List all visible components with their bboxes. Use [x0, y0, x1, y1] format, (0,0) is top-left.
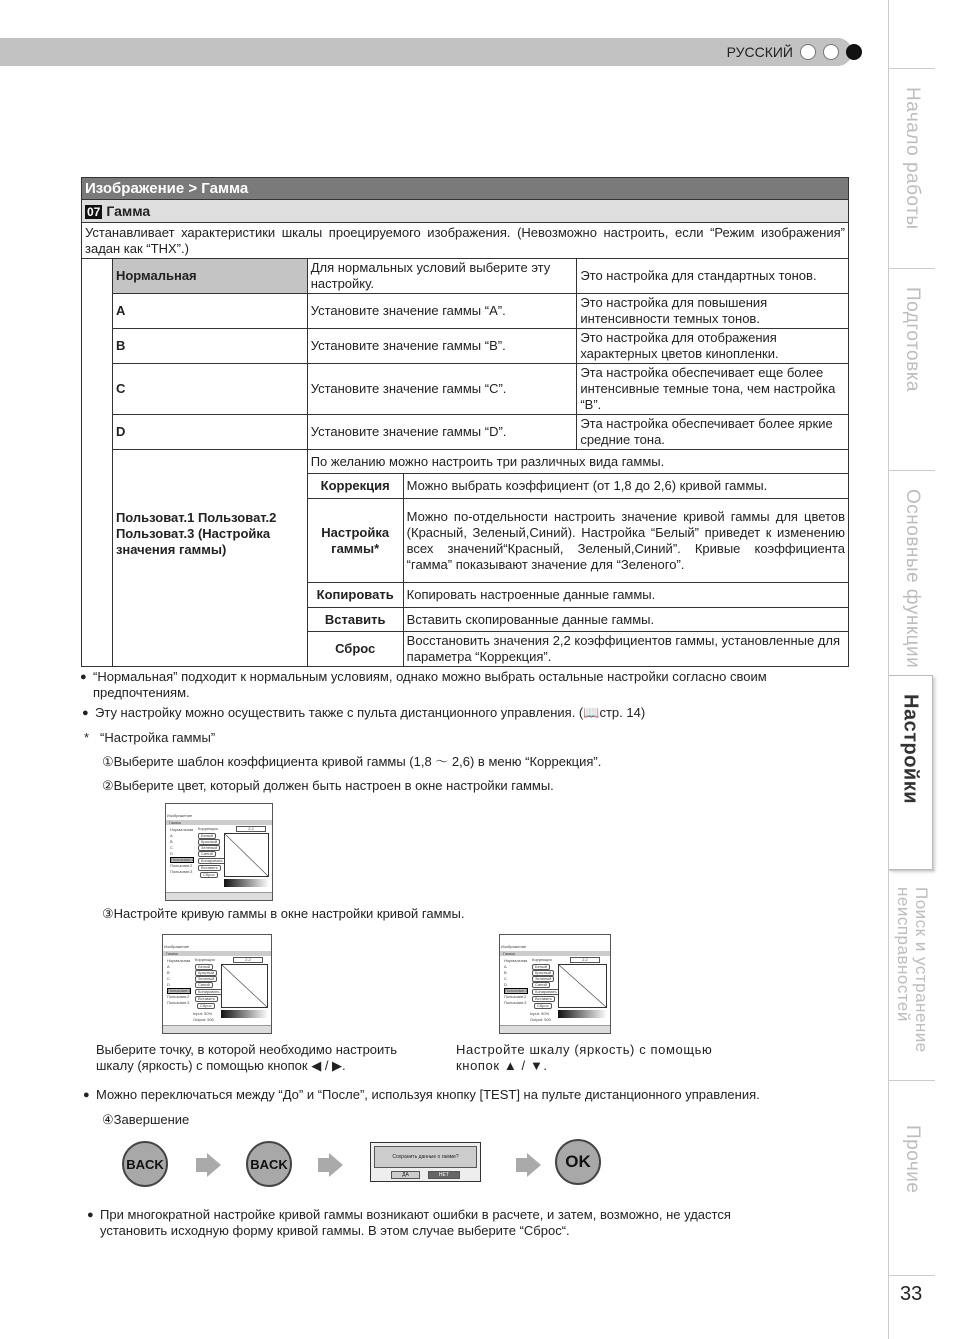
tab-label: Поиск и устранение неисправностей: [894, 887, 931, 1053]
row-effect: Это настройка для отображения характерных цветов кинопленки.: [577, 329, 849, 364]
item-heading: [82, 200, 849, 223]
mini-mode: Пользоват.2: [504, 994, 527, 999]
sub-row-name: Копировать: [307, 583, 403, 608]
step-1: ①Выберите шаблон коэффициента кривой гаммы (1,8 ～ 2,6) в меню “Коррекция”.: [102, 754, 602, 769]
row-setting: Установите значение гаммы “D”.: [307, 415, 577, 450]
tab-label: Настройки: [899, 694, 922, 805]
arrow-icon: [329, 1153, 343, 1177]
mini-footer: [500, 1025, 610, 1033]
save-dialog-illustration: [370, 1142, 481, 1182]
sub-row-desc: Можно по-отдельности настроить значение кривой гаммы для цветов (Красный, Зеленый,Синий). Настройка “Белый” приведет к изменению всех значений“Красный, Зеленый,Синий”. Кривые коэффициента “гамма” показывают значение для “Зеленого”.: [403, 499, 848, 583]
mini-mode: D: [167, 982, 170, 987]
mini-color: Белый: [198, 833, 216, 839]
mini-mode: B: [504, 970, 507, 975]
mini-title: Гамма: [166, 820, 272, 825]
mini-tab-label: Изображение: [167, 813, 193, 818]
dot-icon: [800, 44, 816, 60]
mini-corr: Коррекция: [198, 826, 218, 831]
tab-troubleshooting[interactable]: [889, 870, 935, 1075]
mini-title: Гамма: [500, 951, 610, 956]
mini-color: Зеленый: [195, 976, 217, 982]
mini-mode: Нормальная: [170, 827, 194, 832]
tab-label: Прочие: [902, 1125, 923, 1194]
mini-color: Синий: [532, 982, 550, 988]
mini-mode: Пользоват.1: [171, 857, 194, 862]
row-effect: Это настройка для стандартных тонов.: [577, 259, 849, 294]
mini-output: Output: 500: [530, 1017, 551, 1022]
mini-value: 2.2: [233, 957, 263, 963]
row-name: A: [112, 294, 307, 329]
item-number: 07: [87, 204, 101, 219]
step-4: ④Завершение: [102, 1112, 190, 1127]
mini-input: Input: 50%: [530, 1011, 550, 1016]
mini-mode: D: [504, 982, 507, 987]
tab-label: Начало работы: [902, 87, 923, 230]
sub-row-desc: Восстановить значения 2,2 коэффициентов гаммы, установленные для параметра “Коррекция”.: [403, 632, 848, 667]
step-2: ②Выберите цвет, который должен быть настроен в окне настройки гаммы.: [102, 778, 554, 793]
ok-button-illustration: [555, 1139, 601, 1185]
mini-reset: Сброс: [197, 1003, 215, 1009]
back-button-illustration: [246, 1141, 292, 1187]
table-row: [82, 415, 849, 450]
sub-row-name: Коррекция: [307, 474, 403, 499]
mini-mode: C: [504, 976, 507, 981]
dot-icon: [823, 44, 839, 60]
mini-mode: A: [167, 964, 170, 969]
mini-copy: Копировать: [195, 989, 223, 995]
row-name: B: [112, 329, 307, 364]
sub-row-name: Сброс: [307, 632, 403, 667]
mini-title: Гамма: [163, 951, 271, 956]
menu-screenshot: [162, 934, 272, 1034]
mini-color: Синий: [195, 982, 213, 988]
grayscale-bar: [221, 1010, 268, 1018]
gamma-curve: [224, 833, 269, 877]
caption-left: Выберите точку, в которой необходимо настроить шкалу (яркость) с помощью кнопок ◀ / ▶.: [96, 1042, 398, 1073]
table-title: Изображение > Гамма: [82, 178, 849, 200]
row-effect: Эта настройка обеспечивает более яркие средние тона.: [577, 415, 849, 450]
note-bullet: ● Эту настройку можно осуществить также с пульта дистанционного управления. (📖стр. 14): [95, 705, 835, 721]
table-row: [82, 364, 849, 415]
dialog-no: НЕТ: [428, 1171, 460, 1179]
table-row: [82, 329, 849, 364]
gamma-curve: [221, 964, 268, 1008]
mini-color: Красный: [532, 970, 554, 976]
row-effect: Эта настройка обеспечивает еще более интенсивные темные тона, чем настройка “B”.: [577, 364, 849, 415]
table-row: [82, 294, 849, 329]
mini-mode: Пользоват.3: [170, 869, 193, 874]
mini-mode: Пользоват.2: [170, 863, 193, 868]
mini-footer: [166, 892, 272, 900]
mini-copy: Копировать: [198, 858, 226, 864]
row-setting: Установите значение гаммы “A”.: [307, 294, 577, 329]
mini-reset: Сброс: [200, 872, 218, 878]
note-bullet: ● При многократной настройке кривой гаммы возникают ошибки в расчете, и затем, возможно, не удастся установить исходную форму кривой гаммы. В этом случае выберите “Сброс“.: [100, 1207, 800, 1239]
tab-label: Основные функции: [902, 489, 923, 669]
back-label: BACK: [126, 1156, 164, 1172]
tab-other[interactable]: [889, 1080, 935, 1275]
tab-preparation[interactable]: [889, 268, 935, 470]
arrow-icon: [207, 1153, 221, 1177]
row-effect: Это настройка для повышения интенсивности темных тонов.: [577, 294, 849, 329]
mini-tab-label: Изображение: [164, 944, 190, 949]
row-name: Пользоват.1 Пользоват.2 Пользоват.3 (Настройка значения гаммы): [112, 450, 307, 667]
mini-paste: Вставить: [195, 996, 218, 1002]
mini-paste: Вставить: [532, 996, 555, 1002]
mini-mode: C: [170, 845, 173, 850]
sub-row-desc: Можно выбрать коэффициент (от 1,8 до 2,6) кривой гаммы.: [403, 474, 848, 499]
dialog-message: Сохранить данные о гамме?: [374, 1146, 477, 1168]
menu-screenshot: [499, 934, 611, 1034]
mini-footer: [163, 1025, 271, 1033]
mini-mode: Пользоват.1: [505, 988, 528, 993]
mini-tab-label: Изображение: [501, 944, 527, 949]
item-description: Устанавливает характеристики шкалы проецируемого изображения. (Невозможно настроить, если “Режим изображения” задан как “THX”.): [82, 223, 849, 259]
sub-row-name: Вставить: [307, 608, 403, 632]
mini-output: Output: 500: [193, 1017, 214, 1022]
back-button-illustration: [122, 1141, 168, 1187]
mini-value: 2.2: [236, 826, 266, 832]
mini-mode: B: [170, 839, 173, 844]
row-name: C: [112, 364, 307, 415]
language-indicator: [727, 44, 862, 60]
tab-label: Подготовка: [902, 287, 923, 393]
row-setting: Установите значение гаммы “B”.: [307, 329, 577, 364]
note-bullet: ● Можно переключаться между “До” и “После”, используя кнопку [TEST] на пульте дистанционного управления.: [96, 1087, 836, 1103]
row-name: D: [112, 415, 307, 450]
mini-mode: Пользоват.2: [167, 994, 190, 999]
row-setting: Установите значение гаммы “C”.: [307, 364, 577, 415]
indent-cell: [82, 259, 113, 667]
mini-color: Зеленый: [532, 976, 554, 982]
back-label: BACK: [250, 1156, 288, 1172]
table-row: [82, 259, 849, 294]
dialog-yes: ДА: [391, 1171, 420, 1179]
sub-row-desc: Вставить скопированные данные гаммы.: [403, 608, 848, 632]
mini-corr: Коррекция: [532, 957, 552, 962]
caption-right: Настройте шкалу (яркость) с помощью кнопок ▲ / ▼.: [456, 1042, 713, 1073]
sub-row-name: Настройка гаммы*: [307, 499, 403, 583]
arrow-icon: [527, 1153, 541, 1177]
tab-getting-started[interactable]: [889, 68, 935, 268]
row-intro: По желанию можно настроить три различных вида гаммы.: [307, 450, 848, 474]
mini-mode: C: [167, 976, 170, 981]
section-tabs: [888, 0, 936, 1339]
item-name: Гамма: [106, 202, 151, 219]
gamma-curve: [558, 964, 607, 1008]
dot-filled-icon: [846, 44, 862, 60]
table-row: [82, 450, 849, 474]
mini-copy: Копировать: [532, 989, 560, 995]
menu-screenshot: [165, 803, 273, 901]
header-bar: [0, 38, 852, 66]
mini-mode: A: [170, 833, 173, 838]
mini-mode: Нормальная: [167, 958, 191, 963]
step-3: ③Настройте кривую гаммы в окне настройки кривой гаммы.: [102, 906, 465, 921]
sub-row-desc: Копировать настроенные данные гаммы.: [403, 583, 848, 608]
tab-settings[interactable]: [889, 675, 933, 870]
mini-reset: Сброс: [534, 1003, 552, 1009]
grayscale-bar: [558, 1010, 607, 1018]
row-setting: Для нормальных условий выберите эту настройку.: [307, 259, 577, 294]
footnote-title: “Настройка гаммы”: [100, 730, 216, 745]
gamma-table: [81, 177, 849, 667]
language-label: РУССКИЙ: [726, 44, 793, 60]
mini-mode: A: [504, 964, 507, 969]
note-bullet: ● “Нормальная” подходит к нормальным условиям, однако можно выбрать остальные настройки согласно своим предпочтениям.: [93, 669, 833, 701]
page-number: 33: [900, 1283, 923, 1305]
mini-color: Красный: [195, 970, 217, 976]
mini-color: Синий: [198, 851, 216, 857]
mini-value: 2.2: [570, 957, 600, 963]
mini-mode: D: [170, 851, 173, 856]
mini-color: Белый: [195, 964, 213, 970]
row-name: Нормальная: [112, 259, 307, 294]
tab-basic-functions[interactable]: [889, 470, 935, 675]
mini-paste: Вставить: [198, 865, 221, 871]
mini-color: Красный: [198, 839, 220, 845]
mini-mode: Пользоват.3: [504, 1000, 527, 1005]
ok-label: OK: [565, 1152, 591, 1171]
mini-color: Зеленый: [198, 845, 220, 851]
footnote-mark: *: [84, 730, 90, 745]
mini-mode: B: [167, 970, 170, 975]
mini-input: Input: 50%: [193, 1011, 213, 1016]
mini-corr: Коррекция: [195, 957, 215, 962]
mini-mode: Нормальная: [504, 958, 528, 963]
mini-mode: Пользоват.3: [167, 1000, 190, 1005]
mini-mode: Пользоват.1: [168, 988, 191, 993]
grayscale-bar: [224, 879, 269, 887]
mini-color: Белый: [532, 964, 550, 970]
